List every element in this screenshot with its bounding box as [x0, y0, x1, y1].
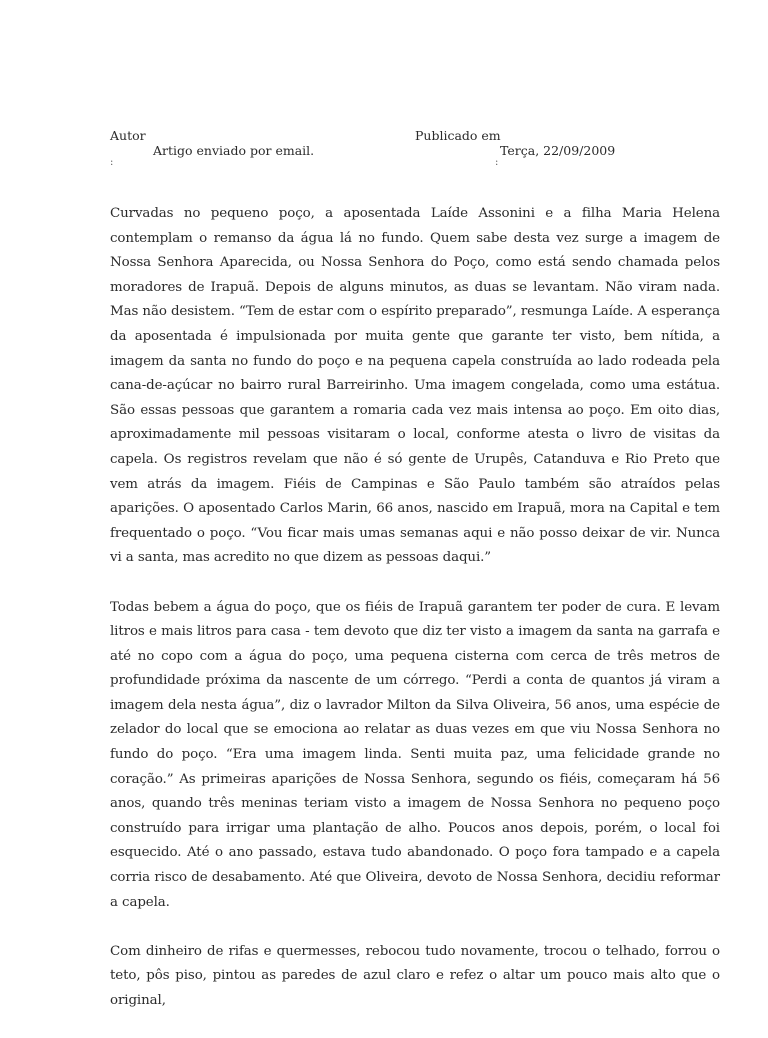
- paragraph-3: Com dinheiro de rifas e quermesses, rebocou tudo novamente, trocou o telhado, forrou o teto, pôs piso, pintou as paredes de azul claro e refez o altar um pouco mais alto que o original,: [110, 943, 720, 1008]
- paragraph-2: Todas bebem a água do poço, que os fiéis de Irapuã garantem ter poder de cura. E levam litros e mais litros para casa - tem devoto que diz ter visto a imagem da santa na garrafa e até no copo com a água do poço, uma pequena cisterna com cerca de três metros de profundidade próxima da nascente de um córrego. “Perdi a conta de quantos já viram a imagem dela nesta água”, diz o lavrador Milton da Silva Oliveira, 56 anos, uma espécie de zelador do local que se emociona ao relatar as duas vezes em que viu Nossa Senhora no fundo do poço. “Era uma imagem linda. Senti muita paz, uma felicidade grande no coração.” As primeiras aparições de Nossa Senhora, segundo os fiéis, começaram há 56 anos, quando três meninas teriam visto a imagem de Nossa Senhora no pequeno poço construído para irrigar uma plantação de alho. Poucos anos depois, porém, o local foi esquecido. Até o ano passado, estava tudo abandonado. O poço fora tampado e a capela corria risco de desabamento. Até que Oliveira, devoto de Nossa Senhora, decidiu reformar a capela.: [110, 599, 720, 910]
- author-value: Artigo enviado por email.: [153, 143, 315, 158]
- published-label: Publicado em: [415, 128, 501, 143]
- paragraph-1: Curvadas no pequeno poço, a aposentada Laíde Assonini e a filha Maria Helena contemplam o remanso da água lá no fundo. Quem sabe desta vez surge a imagem de Nossa Senhora Aparecida, ou Nossa Senhora do Poço, como está sendo chamada pelos moradores de Irapuã. Depois de alguns minutos, as duas se levantam. Não viram nada. Mas não desistem. “Tem de estar com o espírito preparado”, resmunga Laíde. A esperança da aposentada é impulsionada por muita gente que garante ter visto, bem nítida, a imagem da santa no fundo do poço e na pequena capela construída ao lado rodeada pela cana-de-açúcar no bairro rural Barreirinho. Uma imagem congelada, como uma estátua. São essas pessoas que garantem a romaria cada vez mais intensa ao poço. Em oito dias, aproximadamente mil pessoas visitaram o local, conforme atesta o livro de visitas da capela. Os registros revelam que não é só gente de Urupês, Catanduva e Rio Preto que vem atrás da imagem. Fiéis de Campinas e São Paulo também são atraídos pelas aparições. O aposentado Carlos Marin, 66 anos, nascido em Irapuã, mora na Capital e tem frequentado o poço. “Vou ficar mais umas semanas aqui e não posso deixar de vir. Nunca vi a santa, mas acredito no que dizem as pessoas daqui.”: [110, 206, 720, 566]
- author-colon: :: [110, 157, 114, 168]
- author-label: Autor: [110, 128, 146, 143]
- published-colon: :: [495, 157, 499, 168]
- article-body: [110, 202, 720, 1038]
- published-value: Terça, 22/09/2009: [500, 143, 616, 158]
